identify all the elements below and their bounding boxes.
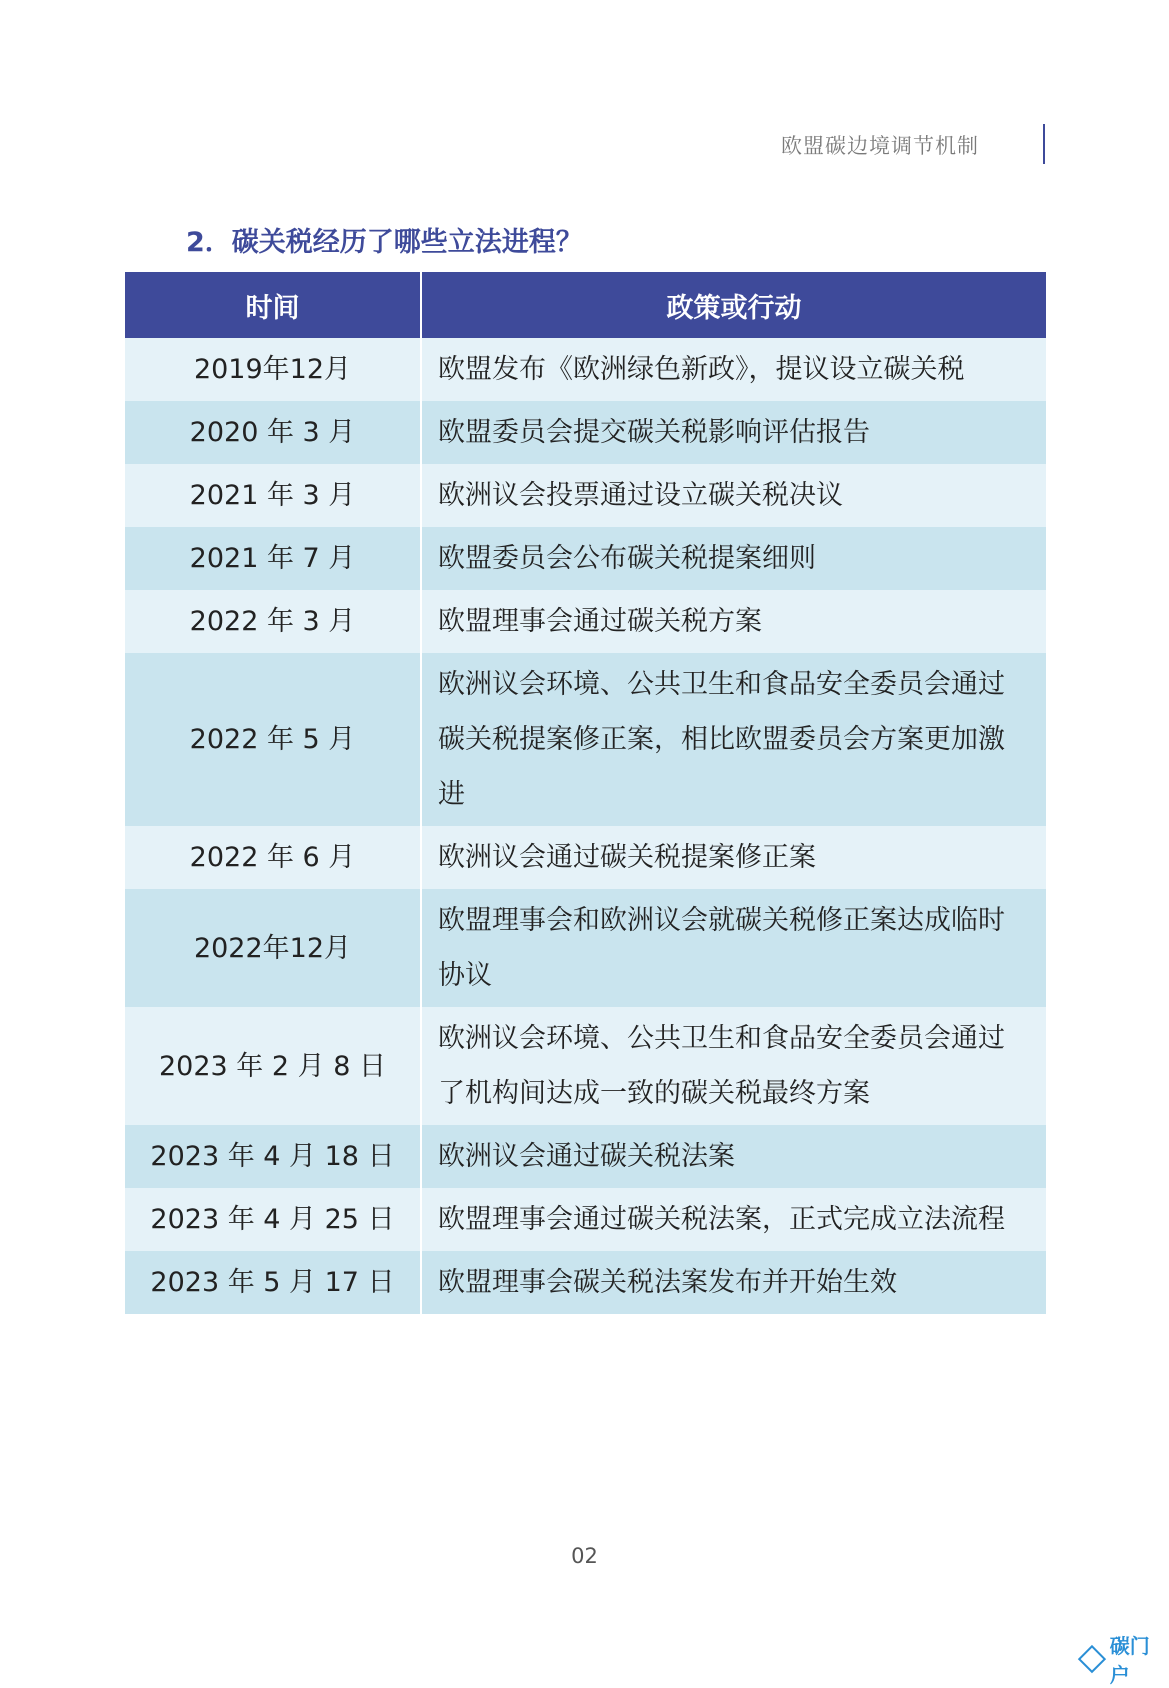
section-title: 2．碳关税经历了哪些立法进程？ [186, 227, 583, 258]
row-time: 2023 年 5 月 17 日 [125, 1251, 421, 1314]
logo-text: 碳门户 [1109, 1634, 1150, 1687]
row-time: 2021 年 7 月 [125, 527, 421, 590]
row-action: 欧盟理事会碳关税法案发布并开始生效 [421, 1251, 1046, 1314]
table-row [125, 1007, 1046, 1125]
table-row [125, 826, 1046, 889]
table-header-row [125, 272, 1046, 338]
row-action: 欧洲议会通过碳关税法案 [421, 1125, 1046, 1188]
table-row [125, 527, 1046, 590]
row-action: 欧盟理事会通过碳关税法案，正式完成立法流程 [421, 1188, 1046, 1251]
row-action: 欧盟发布《欧洲绿色新政》，提议设立碳关税 [421, 338, 1046, 401]
column-header-time: 时间 [125, 272, 421, 338]
row-time: 2019年12月 [125, 338, 421, 401]
row-time: 2022年12月 [125, 889, 421, 1007]
table-row [125, 590, 1046, 653]
table-row [125, 401, 1046, 464]
header-rule [1043, 124, 1045, 164]
row-time: 2023 年 4 月 25 日 [125, 1188, 421, 1251]
logo-diamond-icon [1078, 1645, 1106, 1673]
table-row [125, 889, 1046, 1007]
table-row [125, 1188, 1046, 1251]
row-action: 欧盟委员会公布碳关税提案细则 [421, 527, 1046, 590]
row-action: 欧洲议会环境、公共卫生和食品安全委员会通过碳关税提案修正案，相比欧盟委员会方案更加激进 [421, 653, 1046, 826]
logo [1082, 1630, 1169, 1688]
row-action: 欧洲议会投票通过设立碳关税决议 [421, 464, 1046, 527]
row-time: 2021 年 3 月 [125, 464, 421, 527]
row-time: 2023 年 2 月 8 日 [125, 1007, 421, 1125]
row-action: 欧洲议会环境、公共卫生和食品安全委员会通过了机构间达成一致的碳关税最终方案 [421, 1007, 1046, 1125]
row-action: 欧盟理事会和欧洲议会就碳关税修正案达成临时协议 [421, 889, 1046, 1007]
page-number: 02 [571, 1544, 598, 1568]
table-row [125, 1125, 1046, 1188]
row-time: 2022 年 5 月 [125, 653, 421, 826]
row-time: 2022 年 6 月 [125, 826, 421, 889]
table-row [125, 1251, 1046, 1314]
table-row [125, 338, 1046, 401]
row-time: 2023 年 4 月 18 日 [125, 1125, 421, 1188]
row-action: 欧洲议会通过碳关税提案修正案 [421, 826, 1046, 889]
row-time: 2020 年 3 月 [125, 401, 421, 464]
row-time: 2022 年 3 月 [125, 590, 421, 653]
table-row [125, 653, 1046, 826]
running-header: 欧盟碳边境调节机制 [781, 134, 979, 158]
column-header-action: 政策或行动 [421, 272, 1046, 338]
table-row [125, 464, 1046, 527]
legislation-timeline-table [125, 272, 1046, 1314]
row-action: 欧盟委员会提交碳关税影响评估报告 [421, 401, 1046, 464]
row-action: 欧盟理事会通过碳关税方案 [421, 590, 1046, 653]
